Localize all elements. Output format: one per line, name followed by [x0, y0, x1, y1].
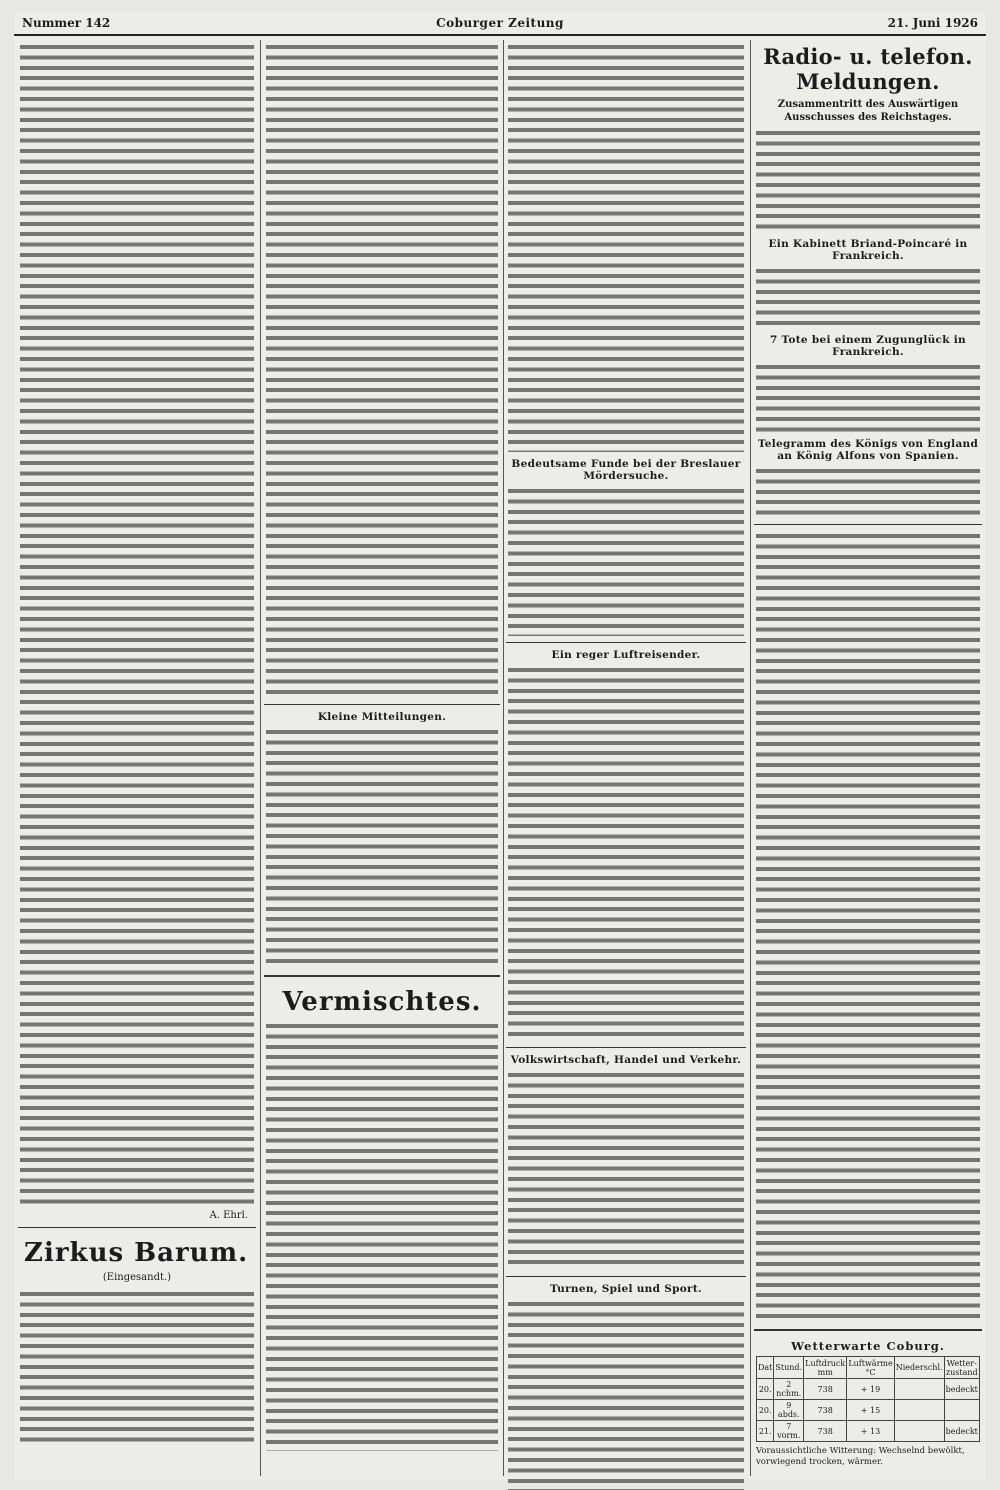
- weather-header: Dat: [757, 1357, 774, 1379]
- luftreisender-heading: Ein reger Luftreisender.: [551, 649, 701, 661]
- ausschuss-body: [756, 128, 980, 232]
- divider: [506, 1276, 746, 1277]
- issue-number: Nummer 142: [22, 16, 111, 30]
- telegramm-heading: Telegramm des Königs von England an König Alfons von Spanien.: [757, 438, 979, 462]
- kabinett-body: [756, 266, 980, 328]
- weather-header: Niederschl.: [894, 1357, 944, 1379]
- weather-precipitation: [894, 1421, 944, 1442]
- kleine-mitteilungen-heading: Kleine Mitteilungen.: [317, 711, 447, 723]
- turnen-body: [508, 1299, 744, 1490]
- column-3: [506, 42, 746, 1490]
- kabinett-heading: Ein Kabinett Briand-Poincaré in Frankreich.: [768, 238, 968, 262]
- weather-table-title: Wetterwarte Coburg.: [791, 1339, 945, 1353]
- issue-date: 21. Juni 1926: [887, 16, 978, 30]
- weather-header: Stund.: [774, 1357, 804, 1379]
- weather-precipitation: [894, 1400, 944, 1421]
- weather-temperature: + 19: [847, 1379, 894, 1400]
- masthead-rule: [14, 34, 986, 36]
- newspaper-title: Coburger Zeitung: [436, 16, 564, 30]
- weather-date: 20.: [757, 1379, 774, 1400]
- weather-table: [756, 1356, 980, 1442]
- column-rule: [260, 40, 261, 1476]
- weather-condition: [944, 1400, 979, 1421]
- weather-precipitation: [894, 1379, 944, 1400]
- breslau-body: [508, 486, 744, 636]
- zugunglueck-heading: 7 Tote bei einem Zugunglück in Frankreich.: [770, 334, 966, 358]
- column-2: [264, 42, 500, 1451]
- vermischtes-headline: Vermischtes.: [282, 987, 482, 1017]
- weather-pressure: 738: [804, 1379, 847, 1400]
- breslau-heading: Bedeutsame Funde bei der Breslauer Mördersuche.: [511, 458, 741, 482]
- newspaper-page: [14, 12, 986, 1480]
- divider: [264, 975, 500, 977]
- divider: [506, 642, 746, 643]
- divider: [264, 704, 500, 705]
- zirkus-barum-subtitle: (Eingesandt.): [102, 1272, 172, 1283]
- column-1: [18, 42, 256, 1445]
- column-4: [754, 42, 982, 1468]
- article-body-russell: [508, 42, 744, 452]
- column-rule: [750, 40, 751, 1476]
- table-row: [757, 1379, 980, 1400]
- kleine-mitteilungen-body: [266, 727, 498, 967]
- weather-header: Luftwärme °C: [848, 1358, 893, 1377]
- masthead: [14, 12, 986, 38]
- weather-hour: 2 nchm.: [774, 1379, 804, 1400]
- telegramm-body: [756, 466, 980, 518]
- weather-hour: 7 vorm.: [774, 1421, 804, 1442]
- article-body-ausflug: [20, 42, 254, 1208]
- article-signature: A. Ehrl.: [209, 1210, 248, 1221]
- radio-meldungen-headline: Radio- u. telefon. Meldungen.: [763, 44, 973, 94]
- weather-date: 20.: [757, 1400, 774, 1421]
- weather-pressure: 738: [804, 1421, 847, 1442]
- weather-condition: bedeckt: [944, 1421, 979, 1442]
- weather-temperature: + 15: [847, 1400, 894, 1421]
- weather-condition: bedeckt: [944, 1379, 979, 1400]
- column-rule: [503, 40, 504, 1476]
- zirkus-barum-body: [20, 1289, 254, 1445]
- volkswirtschaft-heading: Volkswirtschaft, Handel und Verkehr.: [510, 1054, 742, 1066]
- sport-news-body: [756, 531, 980, 1321]
- luftreisender-body: [508, 665, 744, 1041]
- weather-forecast-note: Voraussichtliche Witterung: Wechselnd bewölkt, vorwiegend trocken, wärmer.: [756, 1446, 965, 1467]
- weather-date: 21.: [757, 1421, 774, 1442]
- weather-header: Luftdruck mm: [805, 1358, 846, 1377]
- weather-temperature: + 13: [847, 1421, 894, 1442]
- table-row: [757, 1400, 980, 1421]
- zirkus-barum-continued-body: [266, 42, 498, 698]
- ausschuss-heading: Zusammentritt des Auswärtigen Ausschusses des Reichstages.: [777, 99, 959, 123]
- table-row: [757, 1421, 980, 1442]
- turnen-heading: Turnen, Spiel und Sport.: [550, 1283, 702, 1295]
- divider: [754, 524, 982, 525]
- zirkus-barum-headline: Zirkus Barum.: [24, 1238, 249, 1268]
- weather-hour: 9 abds.: [774, 1400, 804, 1421]
- weather-header: Wetter-zustand: [945, 1358, 978, 1377]
- vermischtes-body: [266, 1021, 498, 1451]
- weather-pressure: 738: [804, 1400, 847, 1421]
- volkswirtschaft-body: [508, 1070, 744, 1270]
- divider: [506, 1047, 746, 1048]
- divider: [754, 1329, 982, 1331]
- zugunglueck-body: [756, 362, 980, 432]
- divider: [18, 1227, 256, 1228]
